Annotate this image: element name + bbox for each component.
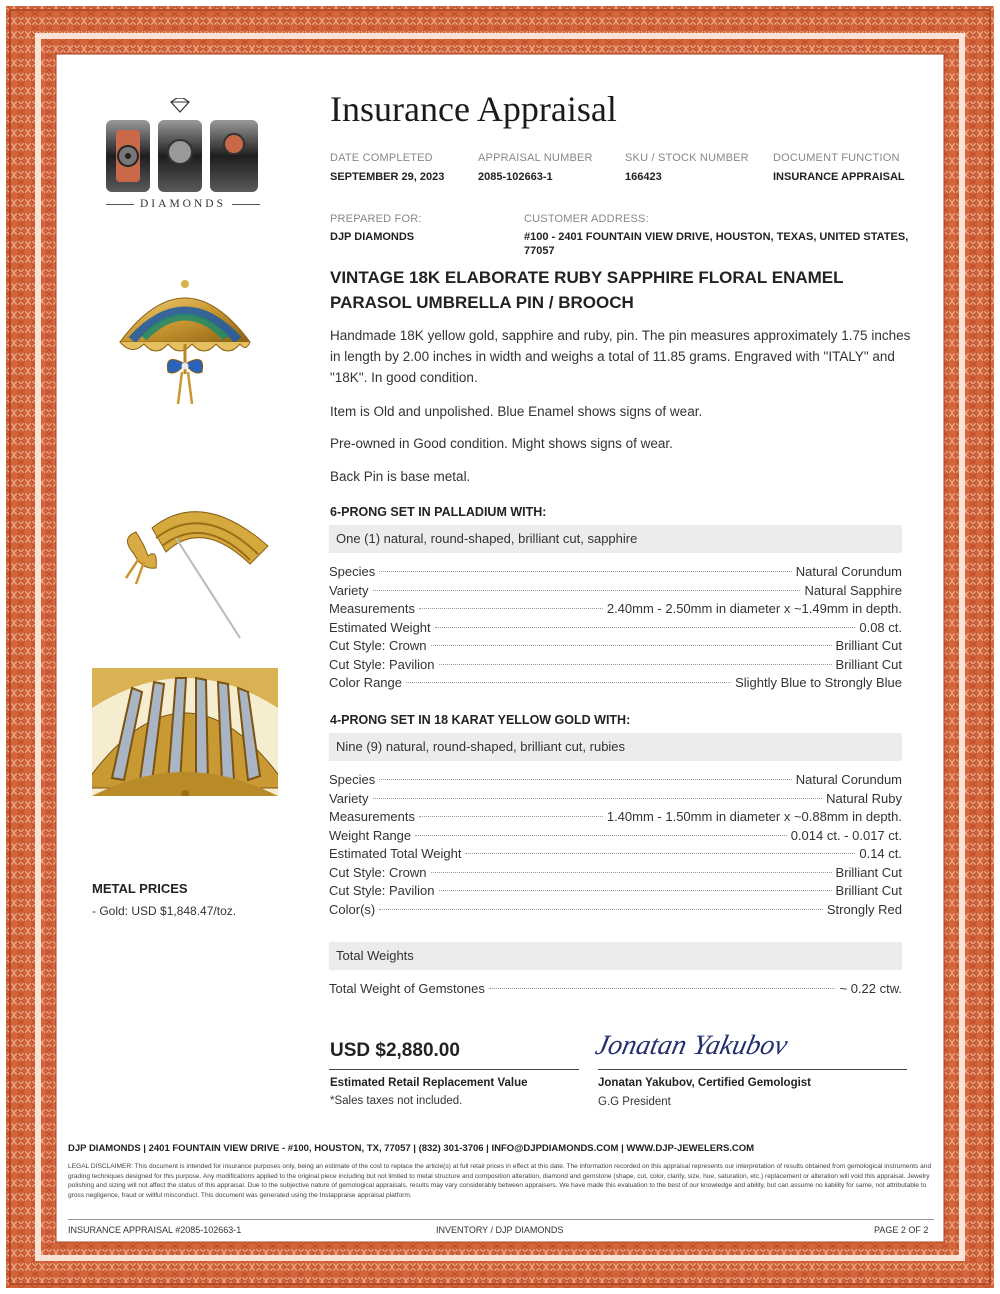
item-description-line2: in length by 2.00 inches in width and weighs a total of 11.85 grams. Engraved with "ITALY" and — [330, 349, 895, 364]
sapphire-key: Color Range — [329, 675, 402, 690]
item-title-line1: VINTAGE 18K ELABORATE RUBY SAPPHIRE FLORAL ENAMEL — [330, 268, 844, 287]
item-note-backpin: Back Pin is base metal. — [330, 469, 471, 484]
ruby-value: Strongly Red — [826, 901, 902, 917]
gemologist-role: G.G President — [598, 1096, 671, 1108]
meta-value-function: INSURANCE APPRAISAL — [773, 171, 905, 183]
sapphire-key: Measurements — [329, 601, 415, 616]
metal-price-gold: - Gold: USD $1,848.47/toz. — [92, 904, 237, 918]
sapphire-value: Brilliant Cut — [835, 638, 902, 653]
page-title: Insurance Appraisal — [330, 89, 617, 129]
leader-dots — [373, 798, 823, 799]
leader-dots — [489, 988, 836, 989]
sapphire-row — [329, 582, 902, 601]
sapphire-value: Natural Sapphire — [804, 582, 902, 598]
total-weight-gemstones — [329, 980, 902, 999]
sapphire-row — [329, 600, 902, 619]
prepared-for-value: DJP DIAMONDS — [330, 231, 415, 243]
leader-dots — [439, 664, 832, 665]
leader-dots — [419, 816, 603, 817]
logo-rule-right — [232, 204, 260, 205]
ruby-row — [329, 864, 902, 883]
sapphire-row — [329, 656, 902, 675]
ruby-value: Natural Ruby — [826, 790, 902, 806]
leader-dots — [465, 853, 855, 854]
customer-address-line1: #100 - 2401 FOUNTAIN VIEW DRIVE, HOUSTON, TEXAS, UNITED STATES, — [524, 231, 909, 243]
leader-dots — [439, 890, 832, 891]
logo-subtitle: DIAMONDS — [140, 198, 226, 210]
ruby-key: Color(s) — [329, 901, 376, 917]
leader-dots — [373, 590, 801, 591]
price-label: Estimated Retail Replacement Value — [330, 1077, 528, 1089]
total-weight-key: Total Weight of Gemstones — [329, 981, 485, 996]
ruby-value: Brilliant Cut — [835, 883, 902, 898]
ruby-value: Natural Corundum — [795, 772, 902, 787]
ruby-key: Cut Style: Pavilion — [329, 883, 435, 898]
total-weights-band: Total Weights — [329, 942, 902, 970]
meta-label-sku: SKU / STOCK NUMBER — [625, 152, 749, 164]
item-description-line1: Handmade 18K yellow gold, sapphire and ruby, pin. The pin measures approximately 1.75 inches — [330, 328, 911, 343]
total-weight-value: ~ 0.22 ctw. — [839, 981, 902, 996]
sapphire-key: Variety — [329, 582, 369, 598]
ruby-key: Species — [329, 772, 376, 787]
ruby-key: Estimated Total Weight — [329, 846, 462, 861]
price-note: *Sales taxes not included. — [330, 1095, 463, 1107]
leader-dots — [406, 682, 731, 683]
meta-value-sku: 166423 — [625, 171, 662, 183]
product-photo-front — [92, 264, 278, 414]
product-photo-detail — [92, 668, 278, 796]
sapphire-key: Species — [329, 564, 376, 579]
leader-dots — [431, 872, 832, 873]
sapphire-value: 2.40mm - 2.50mm in diameter x ~1.49mm in depth. — [606, 601, 902, 616]
ruby-key: Cut Style: Crown — [329, 864, 427, 880]
prepared-for-label: PREPARED FOR: — [330, 213, 422, 225]
ruby-key: Measurements — [329, 809, 415, 824]
meta-label-date: DATE COMPLETED — [330, 152, 433, 164]
metal-prices-heading: METAL PRICES — [92, 881, 188, 896]
meta-label-function: DOCUMENT FUNCTION — [773, 152, 900, 164]
leader-dots — [435, 627, 856, 628]
leader-dots — [379, 779, 792, 780]
replacement-price: USD $2,880.00 — [330, 1040, 460, 1061]
sapphire-summary-band: One (1) natural, round-shaped, brilliant cut, sapphire — [329, 525, 902, 553]
meta-label-appraisal-number: APPRAISAL NUMBER — [478, 152, 593, 164]
ruby-row — [329, 901, 902, 920]
sapphire-key: Cut Style: Crown — [329, 638, 427, 653]
ruby-key: Weight Range — [329, 827, 412, 843]
sapphire-row — [329, 563, 902, 582]
product-photo-side — [92, 468, 278, 640]
ruby-key: Variety — [329, 790, 369, 806]
leader-dots — [431, 645, 832, 646]
sapphire-details — [329, 563, 902, 693]
logo-rule-left — [106, 204, 134, 205]
ruby-summary-band: Nine (9) natural, round-shaped, brilliant cut, rubies — [329, 733, 902, 761]
sapphire-value: Natural Corundum — [795, 564, 902, 579]
sapphire-value: Brilliant Cut — [835, 656, 902, 672]
sapphire-key: Cut Style: Pavilion — [329, 656, 435, 672]
meta-value-appraisal-number: 2085-102663-1 — [478, 171, 553, 183]
sapphire-value: Slightly Blue to Strongly Blue — [735, 675, 902, 690]
gemologist-signature: Jonatan Yakubov — [592, 1030, 791, 1061]
ruby-value: 0.014 ct. - 0.017 ct. — [790, 827, 902, 843]
leader-dots — [379, 571, 792, 572]
leader-dots — [415, 835, 787, 836]
legal-disclaimer: LEGAL DISCLAIMER: This document is intended for insurance purposes only, being an estimate of the cost to replace the article(s) at full retail prices in effect at this date. The information recorded on this appraisal represents our interpretation of results obtained from gemological instruments and grading techniques designed for this purpose. Any modifications applied to the original piece including but not limited to metal structure and composition alteration, diamond and gemstone (shape, cut, color, clarity, size, hue, saturation, etc.) replacement or alteration will void this appraisal. Jewelry polishing and sizing will not affect the status of this appraisal. Due to the subjective nature of gemological appraisals, results may vary considerably between appraisers. We have made this evaluation to the best of our knowledge and ability, but can assume no liability for same, not attributable to gross negligence, fraud or willful misconduct. This document was generated using the Instappraise appraisal platform. — [68, 1163, 932, 1199]
sapphire-row — [329, 619, 902, 638]
ruby-row — [329, 827, 902, 846]
footer-page-number: PAGE 2 OF 2 — [874, 1225, 929, 1235]
customer-address-line2: 77057 — [524, 245, 555, 257]
meta-value-date: SEPTEMBER 29, 2023 — [330, 171, 445, 183]
djp-logo — [98, 98, 268, 218]
sapphire-setting-heading: 6-PRONG SET IN PALLADIUM WITH: — [330, 505, 547, 519]
item-note-preowned: Pre-owned in Good condition. Might shows signs of wear. — [330, 436, 673, 451]
ruby-row — [329, 790, 902, 809]
item-description-line3: "18K". In good condition. — [330, 370, 478, 385]
sapphire-key: Estimated Weight — [329, 619, 431, 635]
footer-inventory: INVENTORY / DJP DIAMONDS — [436, 1225, 564, 1235]
ruby-row — [329, 808, 902, 827]
price-rule — [329, 1069, 579, 1070]
ruby-row — [329, 771, 902, 790]
ruby-value: 1.40mm - 1.50mm in diameter x ~0.88mm in depth. — [606, 809, 902, 824]
ruby-row — [329, 882, 902, 901]
footer-rule — [68, 1219, 934, 1220]
signature-rule — [598, 1069, 907, 1070]
gemologist-name: Jonatan Yakubov, Certified Gemologist — [598, 1077, 812, 1089]
footer-appraisal-ref: INSURANCE APPRAISAL #2085-102663-1 — [68, 1225, 242, 1235]
ruby-details — [329, 771, 902, 919]
sapphire-value: 0.08 ct. — [859, 619, 902, 635]
customer-address-label: CUSTOMER ADDRESS: — [524, 213, 649, 225]
item-note-condition: Item is Old and unpolished. Blue Enamel shows signs of wear. — [330, 404, 703, 419]
footer-company-address: DJP DIAMONDS | 2401 FOUNTAIN VIEW DRIVE - #100, HOUSTON, TX, 77057 | (832) 301-3706 | INFO@DJPDIAMONDS.COM | WWW.DJP-JEWELERS.COM — [68, 1143, 755, 1154]
sapphire-row — [329, 674, 902, 693]
ruby-row — [329, 845, 902, 864]
ruby-value: Brilliant Cut — [835, 864, 902, 880]
item-title-line2: PARASOL UMBRELLA PIN / BROOCH — [330, 293, 634, 312]
leader-dots — [379, 909, 823, 910]
sapphire-row — [329, 637, 902, 656]
leader-dots — [419, 608, 603, 609]
ruby-value: 0.14 ct. — [859, 846, 902, 861]
total-weight-row — [329, 980, 902, 999]
ruby-setting-heading: 4-PRONG SET IN 18 KARAT YELLOW GOLD WITH: — [330, 713, 631, 727]
